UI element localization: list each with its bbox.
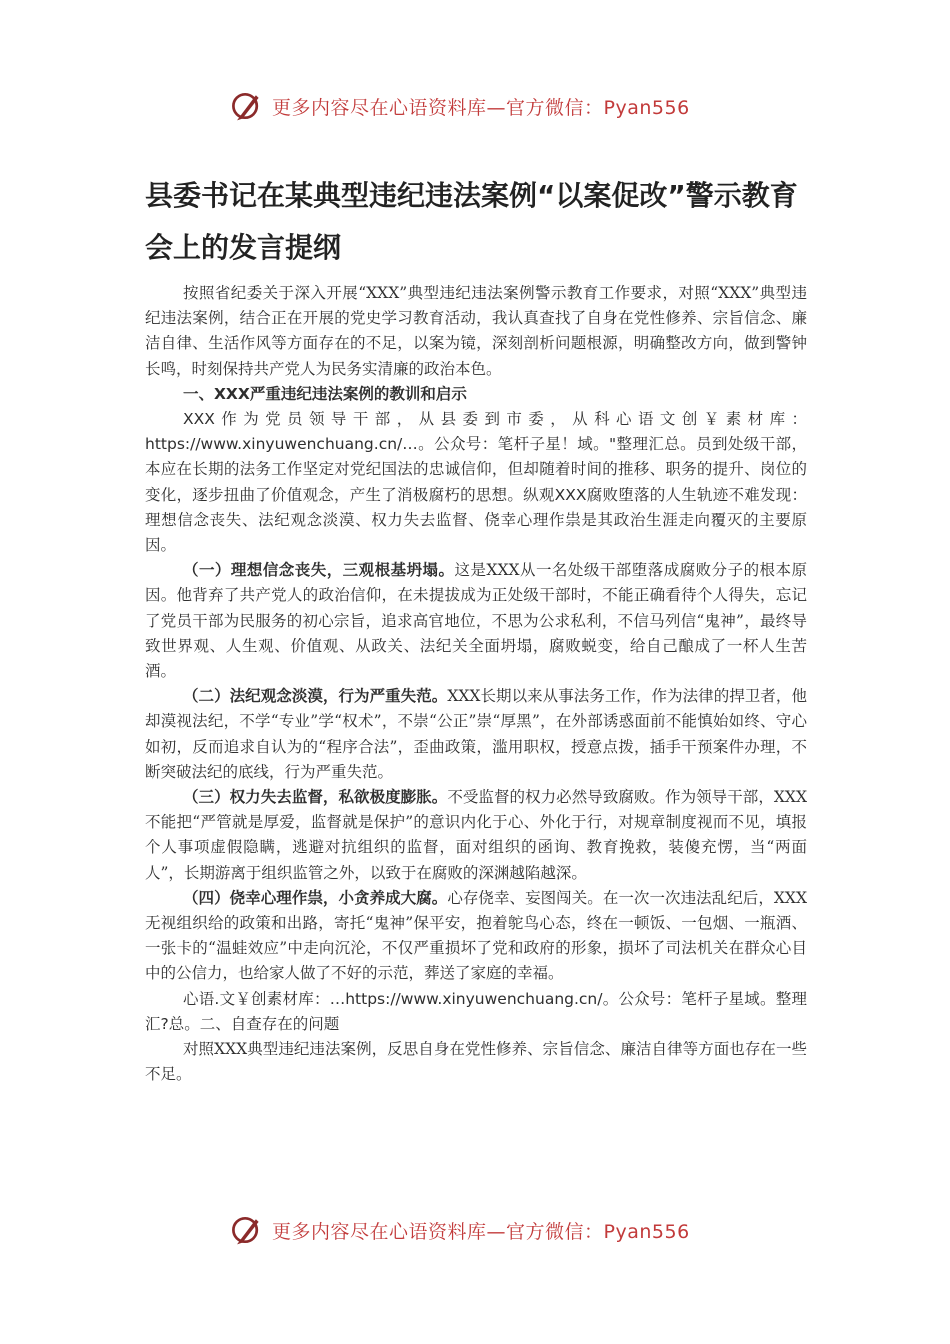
- self-check-paragraph: 对照XXX典型违纪违法案例，反思自身在党性修养、宗旨信念、廉洁自律等方面也存在一些不足。: [145, 1040, 807, 1084]
- header-banner: [228, 86, 690, 126]
- section-heading-1: 一、XXX严重违纪违法案例的教训和启示: [182, 384, 467, 403]
- footer-banner: [228, 1210, 690, 1250]
- subsection-3: [145, 785, 807, 886]
- banner-text: 更多内容尽在心语资料库—官方微信：Pyan556: [272, 1220, 690, 1243]
- subsection-1: [145, 558, 807, 684]
- banner-text: 更多内容尽在心语资料库—官方微信：Pyan556: [272, 96, 690, 119]
- subsection-2: [145, 684, 807, 785]
- subsection-2-title: （二）法纪观念淡漠，行为严重失范。: [182, 687, 448, 706]
- subsection-4: [145, 886, 807, 987]
- subsection-4-text: 心存侥幸、妄图闯关。在一次一次违法乱纪后，XXX无视组织给的政策和出路，寄托“鬼神”保平安，抱着鸵鸟心态，终在一顿饭、一包烟、一瓶酒、一张卡的“温蛙效应”中走向沉沦，不仅严重损坏了党和政府的形象，损坏了司法机关在群众心目中的公信力，也给家人做了不好的示范，葬送了家庭的幸福。: [145, 888, 807, 983]
- document-body: [145, 281, 807, 1088]
- pen-logo-icon: [228, 1212, 264, 1248]
- subsection-2-text: XXX长期以来从事法务工作，作为法律的捍卫者，他却漠视法纪，不学“专业”学“权术”，不崇“公正”崇“厚黑”，在外部诱惑面前不能慎始如终、守心如初，反而追求自认为的“程序合法”，歪曲政策，滥用职权，授意点拨，插手干预案件办理，不断突破法纪的底线，行为严重失范。: [145, 687, 807, 781]
- subsection-3-text: 不受监督的权力必然导致腐败。作为领导干部，XXX不能把“严管就是厚爱，监督就是保护”的意识内化于心、外化于行，对规章制度视而不见，填报个人事项虚假隐瞒，逃避对抗组织的监督，面对组织的函询、教育挽救，装傻充愣，当“两面人”，长期游离于组织监管之外，以致于在腐败的深渊越陷越深。: [145, 788, 807, 882]
- watermark-paragraph: 心语.文￥创素材库：…https://www.xinyuwenchuang.cn/。公众号：笔杆子星域。整理汇?总。二、自查存在的问题: [145, 989, 807, 1033]
- page-title: 县委书记在某典型违纪违法案例“以案促改”警示教育会上的发言提纲: [145, 179, 798, 264]
- pen-logo-icon: [228, 88, 264, 124]
- subsection-3-title: （三）权力失去监督，私欲极度膨胀。: [182, 788, 448, 807]
- intro-paragraph: 按照省纪委关于深入开展“XXX”典型违纪违法案例警示教育工作要求，对照“XXX”典型违纪违法案例，结合正在开展的党史学习教育活动，我认真查找了自身在党性修养、宗旨信念、廉洁自律、生活作风等方面存在的不足，以案为镜，深刻剖析问题根源，明确整改方向，做到警钟长鸣，时刻保持共产党人为民务实清廉的政治本色。: [145, 284, 807, 378]
- subsection-4-title: （四）侥幸心理作祟，小贪养成大腐。: [182, 888, 448, 907]
- case-paragraph: XXX作为党员领导干部，从县委到市委，从科心语文创￥素材库：https://www.xinyuwenchuang.cn/…。公众号：笔杆子星！域。"整理汇总。员到处级干部，本应在长期的法务工作坚定对党纪国法的忠诚信仰，但却随着时间的推移、职务的提升、岗位的变化，逐步扭曲了价值观念，产生了消极腐朽的思想。纵观XXX腐败堕落的人生轨迹不难发现：理想信念丧失、法纪观念淡漠、权力失去监督、侥幸心理作祟是其政治生涯走向覆灭的主要原因。: [145, 410, 807, 555]
- subsection-1-title: （一）理想信念丧失，三观根基坍塌。: [182, 561, 455, 580]
- subsection-1-text: 这是XXX从一名处级干部堕落成腐败分子的根本原因。他背弃了共产党人的政治信仰，在未提拔成为正处级干部时，不能正确看待个人得失，忘记了党员干部为民服务的初心宗旨，追求高官地位，不思为公求私利，不信马列信“鬼神”，最终导致世界观、人生观、价值观、从政关、法纪关全面坍塌，腐败蜕变，给自己酿成了一杯人生苦酒。: [145, 561, 807, 681]
